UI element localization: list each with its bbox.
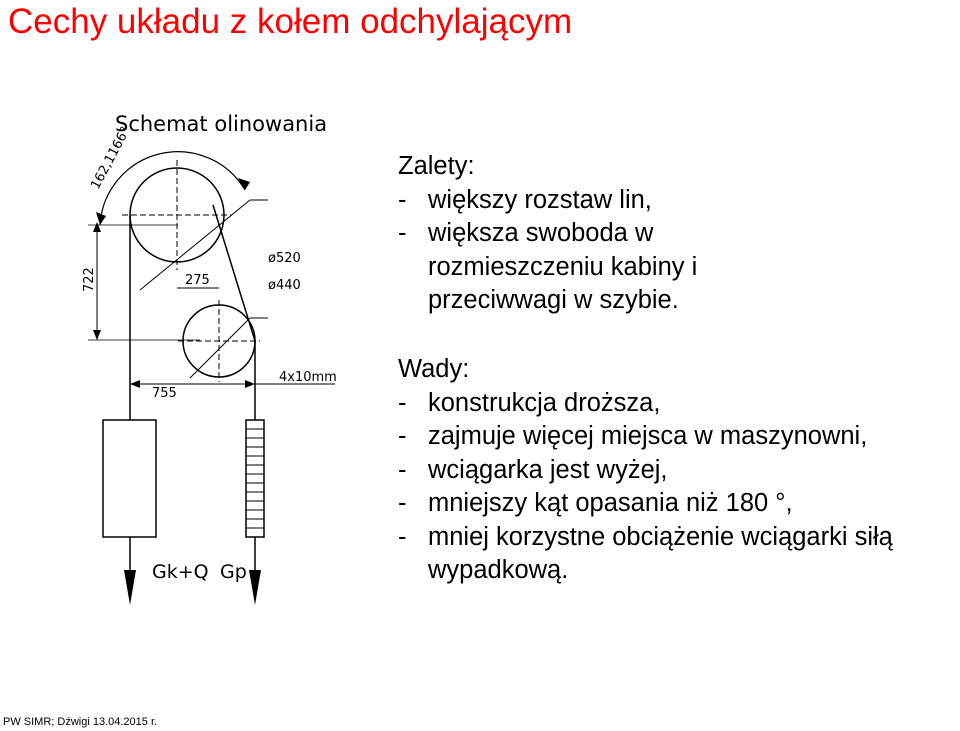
- roping-diagram: [70, 95, 360, 615]
- roping-schematic-drawing: [70, 95, 360, 615]
- small-sheave-diameter: ø440: [268, 278, 301, 293]
- disadvantage-item: - mniejszy kąt opasania niż 180 °,: [398, 489, 793, 517]
- car-load-label: Gk+Q: [152, 561, 209, 583]
- advantage-item: - większy rozstaw lin,: [398, 185, 652, 214]
- disadvantages-heading: Wady:: [398, 355, 470, 383]
- advantages-block: [398, 150, 738, 318]
- footer: PW SIMR; Dźwigi 13.04.2015 r.: [3, 716, 158, 728]
- counterweight-load-label: Gp: [220, 561, 247, 583]
- disadvantages-block: [398, 353, 938, 588]
- page-title: Cechy układu z kołem odchylającym: [8, 2, 573, 41]
- large-sheave-diameter: ø520: [268, 251, 301, 266]
- advantages-heading: Zalety:: [398, 152, 475, 180]
- disadvantage-item: - mniej korzystne obciążenie wciągarki siłą wypadkową.: [398, 522, 893, 584]
- width-dimension-label: 755: [152, 386, 177, 401]
- disadvantage-item: - wciągarka jest wyżej,: [398, 455, 668, 484]
- height-dimension-label: 722: [82, 267, 97, 292]
- counterweight-hatching: [246, 429, 264, 528]
- disadvantage-item: - konstrukcja droższa,: [398, 388, 661, 417]
- disadvantage-item: - zajmuje więcej miejsca w maszynowni,: [398, 422, 868, 450]
- car: [103, 420, 156, 537]
- ropes-label: 4x10mm: [279, 370, 337, 385]
- diagram-heading: Schemat olinowania: [115, 112, 328, 136]
- advantage-item: - większa swoboda w rozmieszczeniu kabiny i przeciwwagi w szybie.: [398, 219, 698, 314]
- spacing-dimension-label: 275: [185, 273, 210, 288]
- counterweight-load-arrow: [249, 570, 261, 605]
- car-load-arrow: [124, 570, 136, 605]
- wrap-angle-label: 162,1166°: [88, 124, 134, 192]
